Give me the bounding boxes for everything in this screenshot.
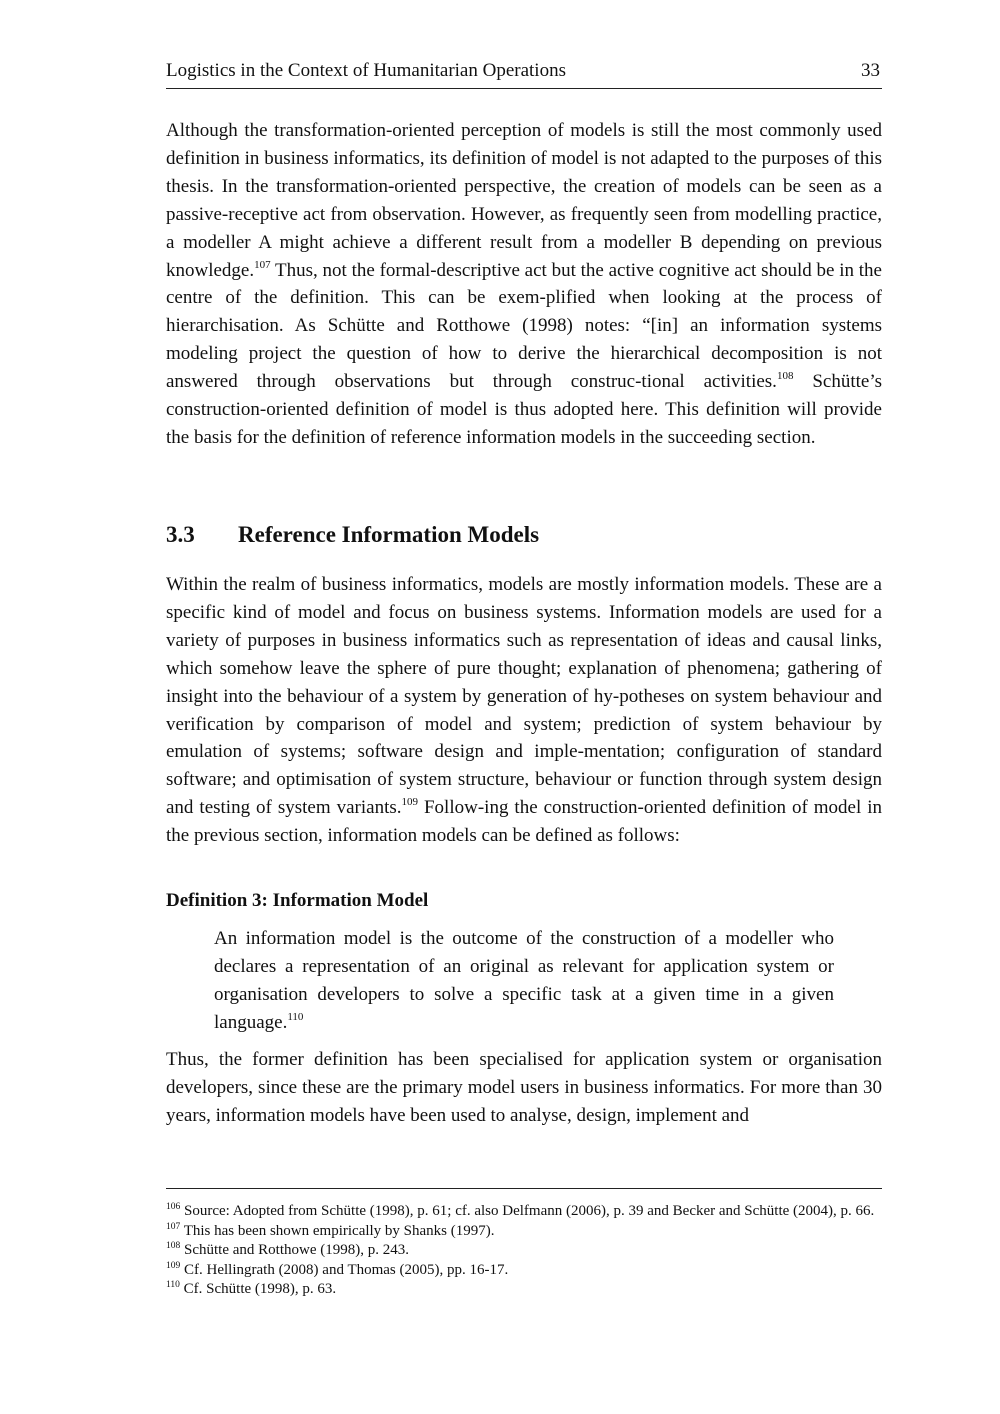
footnote-text: Cf. Schütte (1998), p. 63. <box>179 1281 337 1297</box>
section-title: Reference Information Models <box>238 522 540 547</box>
footnote-number: 110 <box>166 1280 180 1290</box>
paragraph-segment: Within the realm of business informatics, models are mostly information models. These are a specific kind of model and focus on business systems. Information models are used for a variety of purposes in business informatics such as representation of ideas and causal links, which somehow leave the sphere of pure thought; explanation of phenomena; gathering of insight into the behaviour of a system by generation of hy-potheses on system behaviour and verification by comparison of model and system; prediction of system behaviour by emulation of systems; software design and imple-mentation; configuration of standard software; and optimisation of system structure, behaviour or function through system design and testing of system variants. <box>166 574 882 819</box>
footnote-ref-108: 108 <box>776 370 794 383</box>
footnote-number: 109 <box>166 1260 181 1271</box>
definition-heading: Definition 3: Information Model <box>166 890 429 911</box>
paragraph-specialisation <box>166 1046 882 1130</box>
paragraph-segment: Although the transformation-oriented perception of models is still the most commonly used definition in business informatics, its definition of model is not adapted to the purposes of this thesis. In the transformation-oriented perspective, the creation of models can be seen as a passive-receptive act from observation. However, as frequently seen from modelling practice, a modeller A might achieve a different result from a modeller B depending on previous knowledge. <box>166 120 882 281</box>
footnote-text: Schütte and Rotthowe (1998), p. 243. <box>180 1242 409 1258</box>
footnote-110 <box>166 1280 882 1300</box>
footnote-number: 108 <box>166 1241 181 1251</box>
paragraph-information-models <box>166 571 882 850</box>
section-number: 3.3 <box>166 522 195 547</box>
footnote-text: This has been shown empirically by Shanks (1997). <box>180 1222 495 1239</box>
definition-text <box>214 925 834 1037</box>
paragraph-text <box>166 571 882 850</box>
section-heading <box>166 520 539 550</box>
paragraph-segment: Thus, not the formal-descriptive act but the active cognitive act should be in the centre of the definition. This can be exem-plified when looking at the process of hierarchisation. As Schütte and Rotthowe (1998) notes: “[in] an information systems modeling project the question of how to derive the hierarchical decomposition is not answered through observations but through construc-tional activities. <box>166 259 882 393</box>
footnote-number: 106 <box>166 1202 181 1212</box>
footnote-106 <box>166 1202 882 1222</box>
definition-body <box>214 925 834 1037</box>
footnote-107 <box>166 1222 882 1242</box>
paragraph-model-definition <box>166 117 882 452</box>
footnote-ref-109: 109 <box>401 796 419 809</box>
page-number: 33 <box>861 60 880 81</box>
paragraph-segment: Schütte’s construction-oriented definition of model is thus adopted here. This definition will provide the basis for the definition of reference information models in the succeeding section. <box>166 371 882 448</box>
footnote-ref-107: 107 <box>254 258 271 271</box>
paragraph-text: Thus, the former definition has been specialised for application system or organisation developers, since these are the primary model users in business informatics. For more than 30 years, information models have been used to analyse, design, implement and <box>166 1049 882 1126</box>
paragraph-segment: Follow-ing the construction-oriented definition of model in the previous section, information models can be defined as follows: <box>166 797 882 847</box>
running-title: Logistics in the Context of Humanitarian Operations <box>166 60 566 81</box>
footnote-text: Cf. Hellingrath (2008) and Thomas (2005), pp. 16-17. <box>180 1261 509 1278</box>
footnotes <box>166 1202 882 1300</box>
footnote-number: 107 <box>166 1221 181 1232</box>
footnote-separator <box>166 1188 882 1189</box>
book-page <box>166 0 882 1414</box>
footnote-109 <box>166 1261 882 1281</box>
footnote-ref-110: 110 <box>287 1010 304 1023</box>
footnote-108 <box>166 1241 882 1261</box>
paragraph-text <box>166 117 882 452</box>
definition-segment: An information model is the outcome of the construction of a modeller who declares a representation of an original as relevant for application system or organisation developers to solve a specific task at a given time in a given language. <box>214 928 834 1033</box>
footnote-text: Source: Adopted from Schütte (1998), p. 61; cf. also Delfmann (2006), p. 39 and Becker and Schütte (2004), p. 66. <box>180 1203 875 1219</box>
running-header <box>166 58 882 89</box>
